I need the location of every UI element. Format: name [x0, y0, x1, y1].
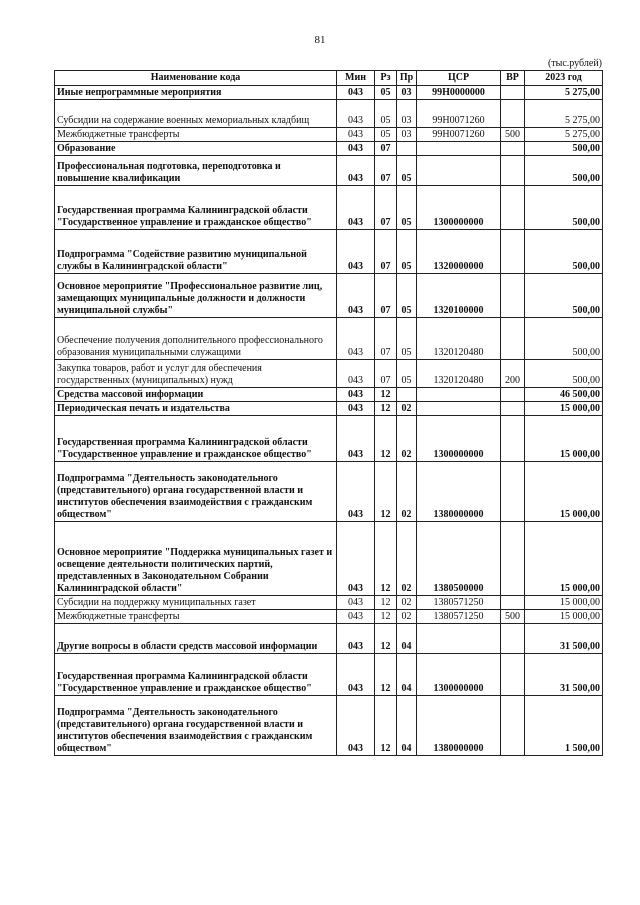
row-amount-cell: 500,00	[525, 318, 603, 360]
table-row	[55, 128, 603, 142]
row-vr-cell	[501, 388, 525, 402]
row-pr-cell: 05	[397, 360, 417, 388]
row-vr-cell	[501, 462, 525, 522]
row-csr-cell: 1320100000	[417, 274, 501, 318]
row-pr-cell: 02	[397, 402, 417, 416]
row-csr-cell: 1300000000	[417, 416, 501, 462]
row-vr-cell	[501, 186, 525, 230]
row-rz-cell: 07	[375, 360, 397, 388]
header-rz: Рз	[375, 71, 397, 86]
row-pr-cell: 02	[397, 610, 417, 624]
row-name-cell: Другие вопросы в области средств массовой информации	[55, 624, 337, 654]
row-pr-cell: 05	[397, 186, 417, 230]
table-row	[55, 318, 603, 360]
row-min-cell: 043	[337, 402, 375, 416]
row-pr-cell: 02	[397, 416, 417, 462]
row-min-cell: 043	[337, 360, 375, 388]
row-amount-cell: 15 000,00	[525, 596, 603, 610]
row-min-cell: 043	[337, 610, 375, 624]
row-pr-cell: 03	[397, 86, 417, 100]
row-vr-cell	[501, 274, 525, 318]
header-pr: Пр	[397, 71, 417, 86]
row-min-cell: 043	[337, 522, 375, 596]
row-min-cell: 043	[337, 156, 375, 186]
row-rz-cell: 12	[375, 624, 397, 654]
table-row	[55, 402, 603, 416]
row-pr-cell: 05	[397, 156, 417, 186]
row-name-cell: Государственная программа Калининградской области "Государственное управление и гражданское общество"	[55, 186, 337, 230]
row-min-cell: 043	[337, 462, 375, 522]
row-vr-cell	[501, 416, 525, 462]
row-csr-cell: 1300000000	[417, 654, 501, 696]
row-name-cell: Межбюджетные трансферты	[55, 128, 337, 142]
row-csr-cell: 1380000000	[417, 696, 501, 756]
row-rz-cell: 12	[375, 402, 397, 416]
header-amount: 2023 год	[525, 71, 603, 86]
row-vr-cell	[501, 654, 525, 696]
row-name-cell: Иные непрограммные мероприятия	[55, 86, 337, 100]
row-amount-cell: 46 500,00	[525, 388, 603, 402]
row-pr-cell: 05	[397, 230, 417, 274]
row-min-cell: 043	[337, 100, 375, 128]
row-amount-cell: 31 500,00	[525, 654, 603, 696]
row-amount-cell: 5 275,00	[525, 128, 603, 142]
row-rz-cell: 12	[375, 654, 397, 696]
header-min: Мин	[337, 71, 375, 86]
row-vr-cell	[501, 696, 525, 756]
row-amount-cell: 15 000,00	[525, 462, 603, 522]
row-csr-cell: 1380500000	[417, 522, 501, 596]
row-vr-cell	[501, 596, 525, 610]
row-amount-cell: 15 000,00	[525, 522, 603, 596]
row-csr-cell: 99Н0071260	[417, 100, 501, 128]
row-amount-cell: 5 275,00	[525, 86, 603, 100]
row-rz-cell: 07	[375, 318, 397, 360]
row-rz-cell: 07	[375, 142, 397, 156]
row-csr-cell	[417, 402, 501, 416]
table-row	[55, 186, 603, 230]
table-row	[55, 388, 603, 402]
row-name-cell: Основное мероприятие "Профессиональное развитие лиц, замещающих муниципальные должности и должности муниципальной службы"	[55, 274, 337, 318]
row-pr-cell	[397, 142, 417, 156]
row-pr-cell: 05	[397, 318, 417, 360]
row-name-cell: Образование	[55, 142, 337, 156]
row-name-cell: Субсидии на содержание военных мемориальных кладбищ	[55, 100, 337, 128]
row-csr-cell: 1320120480	[417, 360, 501, 388]
row-amount-cell: 5 275,00	[525, 100, 603, 128]
row-vr-cell	[501, 142, 525, 156]
row-min-cell: 043	[337, 186, 375, 230]
table-row	[55, 142, 603, 156]
table-row	[55, 654, 603, 696]
table-row	[55, 522, 603, 596]
row-vr-cell	[501, 522, 525, 596]
row-min-cell: 043	[337, 416, 375, 462]
row-amount-cell: 15 000,00	[525, 402, 603, 416]
row-rz-cell: 05	[375, 128, 397, 142]
row-vr-cell: 500	[501, 610, 525, 624]
table-row	[55, 462, 603, 522]
header-csr: ЦСР	[417, 71, 501, 86]
row-amount-cell: 500,00	[525, 274, 603, 318]
row-csr-cell	[417, 156, 501, 186]
row-rz-cell: 12	[375, 696, 397, 756]
row-min-cell: 043	[337, 318, 375, 360]
row-amount-cell: 500,00	[525, 186, 603, 230]
row-pr-cell: 03	[397, 100, 417, 128]
row-vr-cell	[501, 86, 525, 100]
table-row	[55, 230, 603, 274]
row-csr-cell: 99Н0000000	[417, 86, 501, 100]
row-min-cell: 043	[337, 654, 375, 696]
row-vr-cell	[501, 100, 525, 128]
row-name-cell: Закупка товаров, работ и услуг для обеспечения государственных (муниципальных) нужд	[55, 360, 337, 388]
row-name-cell: Подпрограмма "Деятельность законодательного (представительного) органа государственной власти и институтов обеспечения взаимодействия с гражданским обществом"	[55, 462, 337, 522]
row-csr-cell: 1320120480	[417, 318, 501, 360]
row-csr-cell	[417, 388, 501, 402]
row-min-cell: 043	[337, 128, 375, 142]
table-row	[55, 156, 603, 186]
row-pr-cell: 02	[397, 462, 417, 522]
row-vr-cell: 500	[501, 128, 525, 142]
row-name-cell: Субсидии на поддержку муниципальных газет	[55, 596, 337, 610]
page-number: 81	[314, 34, 326, 46]
header-name: Наименование кода	[55, 71, 337, 86]
row-rz-cell: 12	[375, 596, 397, 610]
table-header-row	[55, 71, 603, 86]
row-pr-cell: 04	[397, 624, 417, 654]
row-rz-cell: 12	[375, 416, 397, 462]
units-label: (тыс.рублей)	[547, 58, 602, 69]
row-csr-cell: 1380000000	[417, 462, 501, 522]
row-pr-cell: 04	[397, 696, 417, 756]
row-amount-cell: 31 500,00	[525, 624, 603, 654]
row-amount-cell: 1 500,00	[525, 696, 603, 756]
row-amount-cell: 500,00	[525, 156, 603, 186]
row-rz-cell: 12	[375, 462, 397, 522]
row-amount-cell: 500,00	[525, 360, 603, 388]
row-rz-cell: 05	[375, 86, 397, 100]
row-name-cell: Периодическая печать и издательства	[55, 402, 337, 416]
table-row	[55, 610, 603, 624]
row-name-cell: Подпрограмма "Деятельность законодательного (представительного) органа государственной власти и институтов обеспечения взаимодействия с гражданским обществом"	[55, 696, 337, 756]
row-vr-cell	[501, 624, 525, 654]
table-row	[55, 416, 603, 462]
row-name-cell: Основное мероприятие "Поддержка муниципальных газет и освещение деятельности политических партий, представленных в Законодательном Собрании Калининградской области"	[55, 522, 337, 596]
table-row	[55, 86, 603, 100]
row-amount-cell: 500,00	[525, 230, 603, 274]
row-rz-cell: 12	[375, 388, 397, 402]
table-row	[55, 696, 603, 756]
budget-table	[54, 70, 603, 756]
row-amount-cell: 15 000,00	[525, 416, 603, 462]
header-vr: ВР	[501, 71, 525, 86]
row-pr-cell: 03	[397, 128, 417, 142]
row-rz-cell: 07	[375, 230, 397, 274]
row-min-cell: 043	[337, 142, 375, 156]
row-csr-cell: 1380571250	[417, 596, 501, 610]
row-rz-cell: 07	[375, 156, 397, 186]
row-pr-cell: 04	[397, 654, 417, 696]
row-pr-cell	[397, 388, 417, 402]
row-vr-cell	[501, 402, 525, 416]
row-pr-cell: 02	[397, 522, 417, 596]
row-vr-cell: 200	[501, 360, 525, 388]
row-name-cell: Обеспечение получения дополнительного профессионального образования муниципальными служащими	[55, 318, 337, 360]
row-rz-cell: 07	[375, 274, 397, 318]
row-vr-cell	[501, 230, 525, 274]
row-min-cell: 043	[337, 624, 375, 654]
table-row	[55, 360, 603, 388]
row-rz-cell: 07	[375, 186, 397, 230]
row-pr-cell: 05	[397, 274, 417, 318]
row-min-cell: 043	[337, 696, 375, 756]
row-min-cell: 043	[337, 596, 375, 610]
row-rz-cell: 12	[375, 522, 397, 596]
table-row	[55, 596, 603, 610]
row-min-cell: 043	[337, 230, 375, 274]
row-csr-cell	[417, 624, 501, 654]
row-min-cell: 043	[337, 388, 375, 402]
table-row	[55, 624, 603, 654]
row-csr-cell: 1320000000	[417, 230, 501, 274]
row-csr-cell	[417, 142, 501, 156]
row-min-cell: 043	[337, 86, 375, 100]
row-amount-cell: 15 000,00	[525, 610, 603, 624]
row-rz-cell: 12	[375, 610, 397, 624]
row-csr-cell: 1380571250	[417, 610, 501, 624]
row-min-cell: 043	[337, 274, 375, 318]
table-row	[55, 100, 603, 128]
table-row	[55, 274, 603, 318]
row-vr-cell	[501, 156, 525, 186]
row-name-cell: Профессиональная подготовка, переподготовка и повышение квалификации	[55, 156, 337, 186]
row-name-cell: Межбюджетные трансферты	[55, 610, 337, 624]
row-name-cell: Государственная программа Калининградской области "Государственное управление и гражданское общество"	[55, 654, 337, 696]
row-name-cell: Государственная программа Калининградской области "Государственное управление и гражданское общество"	[55, 416, 337, 462]
row-amount-cell: 500,00	[525, 142, 603, 156]
row-csr-cell: 1300000000	[417, 186, 501, 230]
row-name-cell: Средства массовой информации	[55, 388, 337, 402]
row-rz-cell: 05	[375, 100, 397, 128]
row-name-cell: Подпрограмма "Содействие развитию муниципальной службы в Калининградской области"	[55, 230, 337, 274]
row-vr-cell	[501, 318, 525, 360]
row-csr-cell: 99Н0071260	[417, 128, 501, 142]
row-pr-cell: 02	[397, 596, 417, 610]
